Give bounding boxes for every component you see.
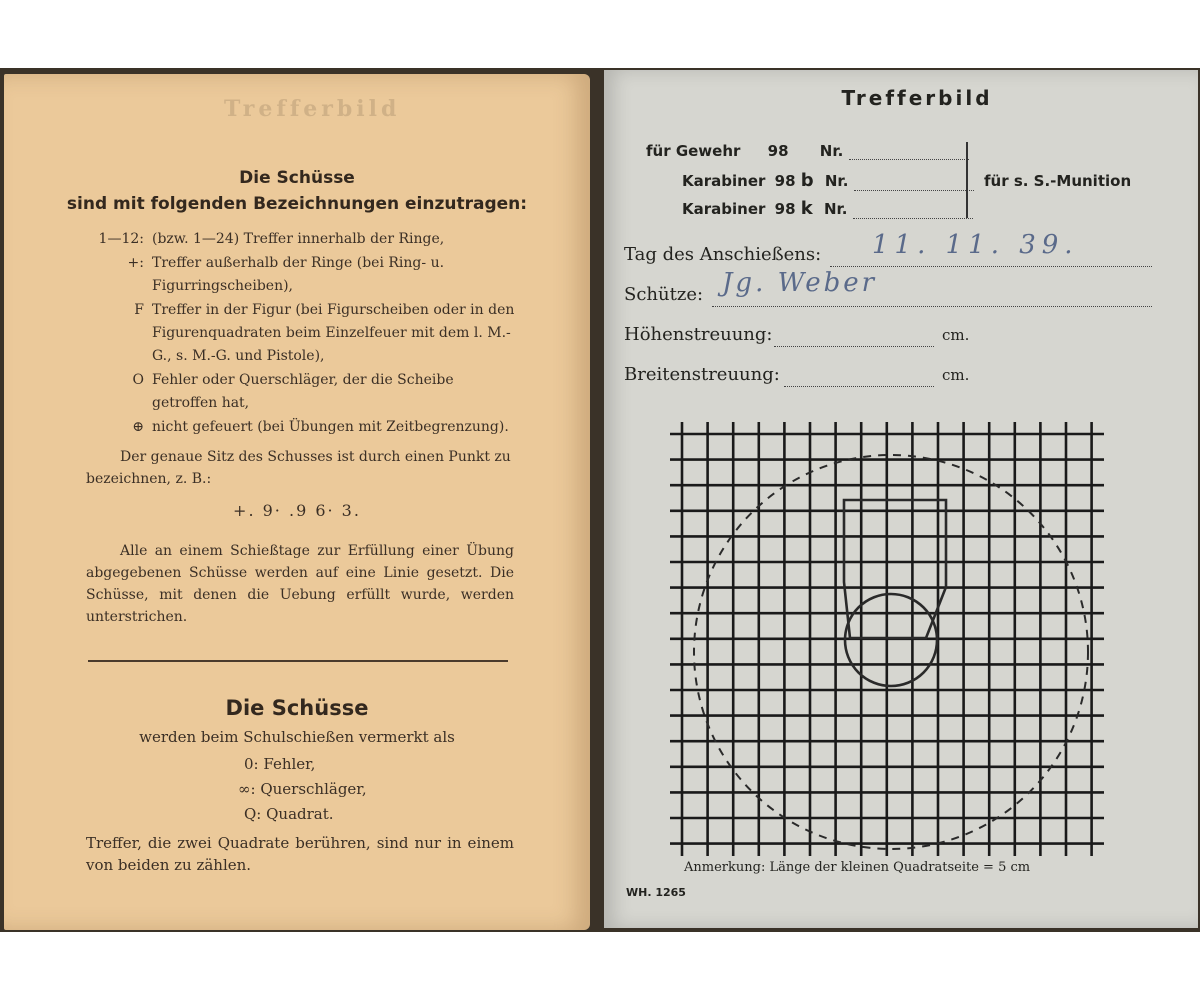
mark-legend <box>238 752 367 827</box>
rifle-nr-field[interactable] <box>853 204 973 219</box>
rifle-nr-field[interactable] <box>849 145 969 160</box>
rifle-model: 98 <box>774 200 796 218</box>
form-number: WH. 1265 <box>626 886 686 899</box>
ammo-label: für s. S.-Munition <box>984 172 1132 190</box>
list-symbol: F <box>134 302 144 318</box>
rifle-nr-label: Nr. <box>819 142 844 160</box>
right-page <box>604 70 1198 928</box>
instructions-heading: Die Schüsse <box>239 168 355 188</box>
list-text: Fehler oder Querschläger, der die Scheibe getroffen hat, <box>152 372 454 411</box>
list-text: Treffer außerhalb der Ringe (bei Ring- u. Figurringscheiben), <box>152 255 445 294</box>
shooter-label: Schütze: <box>624 284 704 305</box>
instructions-subheading: sind mit folgenden Bezeichnungen einzutragen: <box>66 194 528 214</box>
list-item <box>86 299 516 368</box>
school-shooting-subheading: werden beim Schulschießen vermerkt als <box>139 728 455 746</box>
paragraph-line: Alle an einem Schießtage zur Erfüllung einer Übung abgegebenen Schüsse werden auf eine Linie gesetzt. Die Schüsse, mit denen die Uebung erfüllt wurde, werden unterstrichen. <box>86 543 514 625</box>
height-spread-label: Höhenstreuung: <box>624 324 773 345</box>
list-text: (bzw. 1—24) Treffer innerhalb der Ringe, <box>152 231 445 247</box>
grid-note: Anmerkung: Länge der kleinen Quadratseite = 5 cm <box>684 860 1031 875</box>
example-marks: +. 9· .9 6· 3. <box>233 501 361 520</box>
left-page <box>4 74 590 930</box>
rifle-label: Karabiner <box>682 172 766 190</box>
list-symbol: 1—12: <box>98 231 144 247</box>
list-symbol: +: <box>127 255 144 271</box>
list-text: Treffer in der Figur (bei Figurscheiben oder in den Figurenquadraten beim Einzelfeuer mit dem l. M.-G., s. M.-G. und Pistole), <box>152 302 515 364</box>
rifle-nr-label: Nr. <box>823 200 848 218</box>
booklet-spread <box>0 68 1200 932</box>
width-spread-label: Breitenstreuung: <box>624 364 780 385</box>
height-spread-field[interactable] <box>774 328 934 347</box>
rifle-line-karabiner-k <box>682 198 973 219</box>
rifle-nr-field[interactable] <box>854 176 974 191</box>
list-item <box>86 252 516 298</box>
rifle-line-karabiner-b <box>682 170 974 191</box>
rifle-label: Karabiner <box>682 200 766 218</box>
list-item <box>86 416 516 439</box>
paragraph-quadrat: Treffer, die zwei Quadrate berühren, sind nur in einem von beiden zu zählen. <box>86 834 514 874</box>
symbol-list <box>86 228 516 440</box>
rifle-suffix: k <box>800 198 813 219</box>
mark-querschlaeger: ∞: Querschläger, <box>238 780 367 798</box>
date-value: 11. 11. 39. <box>872 230 1079 260</box>
mark-fehler: 0: Fehler, <box>244 755 316 773</box>
rifle-label: für Gewehr <box>646 142 741 160</box>
height-spread-unit: cm. <box>942 326 970 344</box>
bracket-divider <box>966 142 968 218</box>
outer-ring <box>694 455 1088 849</box>
width-spread-unit: cm. <box>942 366 970 384</box>
divider <box>88 660 508 662</box>
school-shooting-heading: Die Schüsse <box>225 696 369 720</box>
width-spread-field[interactable] <box>784 368 934 387</box>
list-item <box>86 228 516 251</box>
rifle-model: 98 <box>774 172 796 190</box>
list-symbol: O <box>132 372 144 388</box>
rifle-suffix: b <box>800 170 814 191</box>
target-grid[interactable] <box>670 422 1110 862</box>
list-symbol: ⊕ <box>132 419 144 435</box>
bleed-through-title: Trefferbild <box>224 96 401 122</box>
date-label: Tag des Anschießens: <box>624 244 822 265</box>
shooter-value: Jg. Weber <box>722 268 878 298</box>
paragraph-point: Der genaue Sitz des Schusses ist durch einen Punkt zu bezeichnen, z. B.: <box>86 449 511 487</box>
list-text: nicht gefeuert (bei Übungen mit Zeitbegrenzung). <box>152 419 509 435</box>
rifle-nr-label: Nr. <box>824 172 849 190</box>
rifle-line-gewehr <box>646 142 969 160</box>
rifle-model: 98 <box>767 142 789 160</box>
mark-quadrat: Q: Quadrat. <box>244 805 334 823</box>
page-title: Trefferbild <box>841 86 993 110</box>
list-item <box>86 369 516 415</box>
